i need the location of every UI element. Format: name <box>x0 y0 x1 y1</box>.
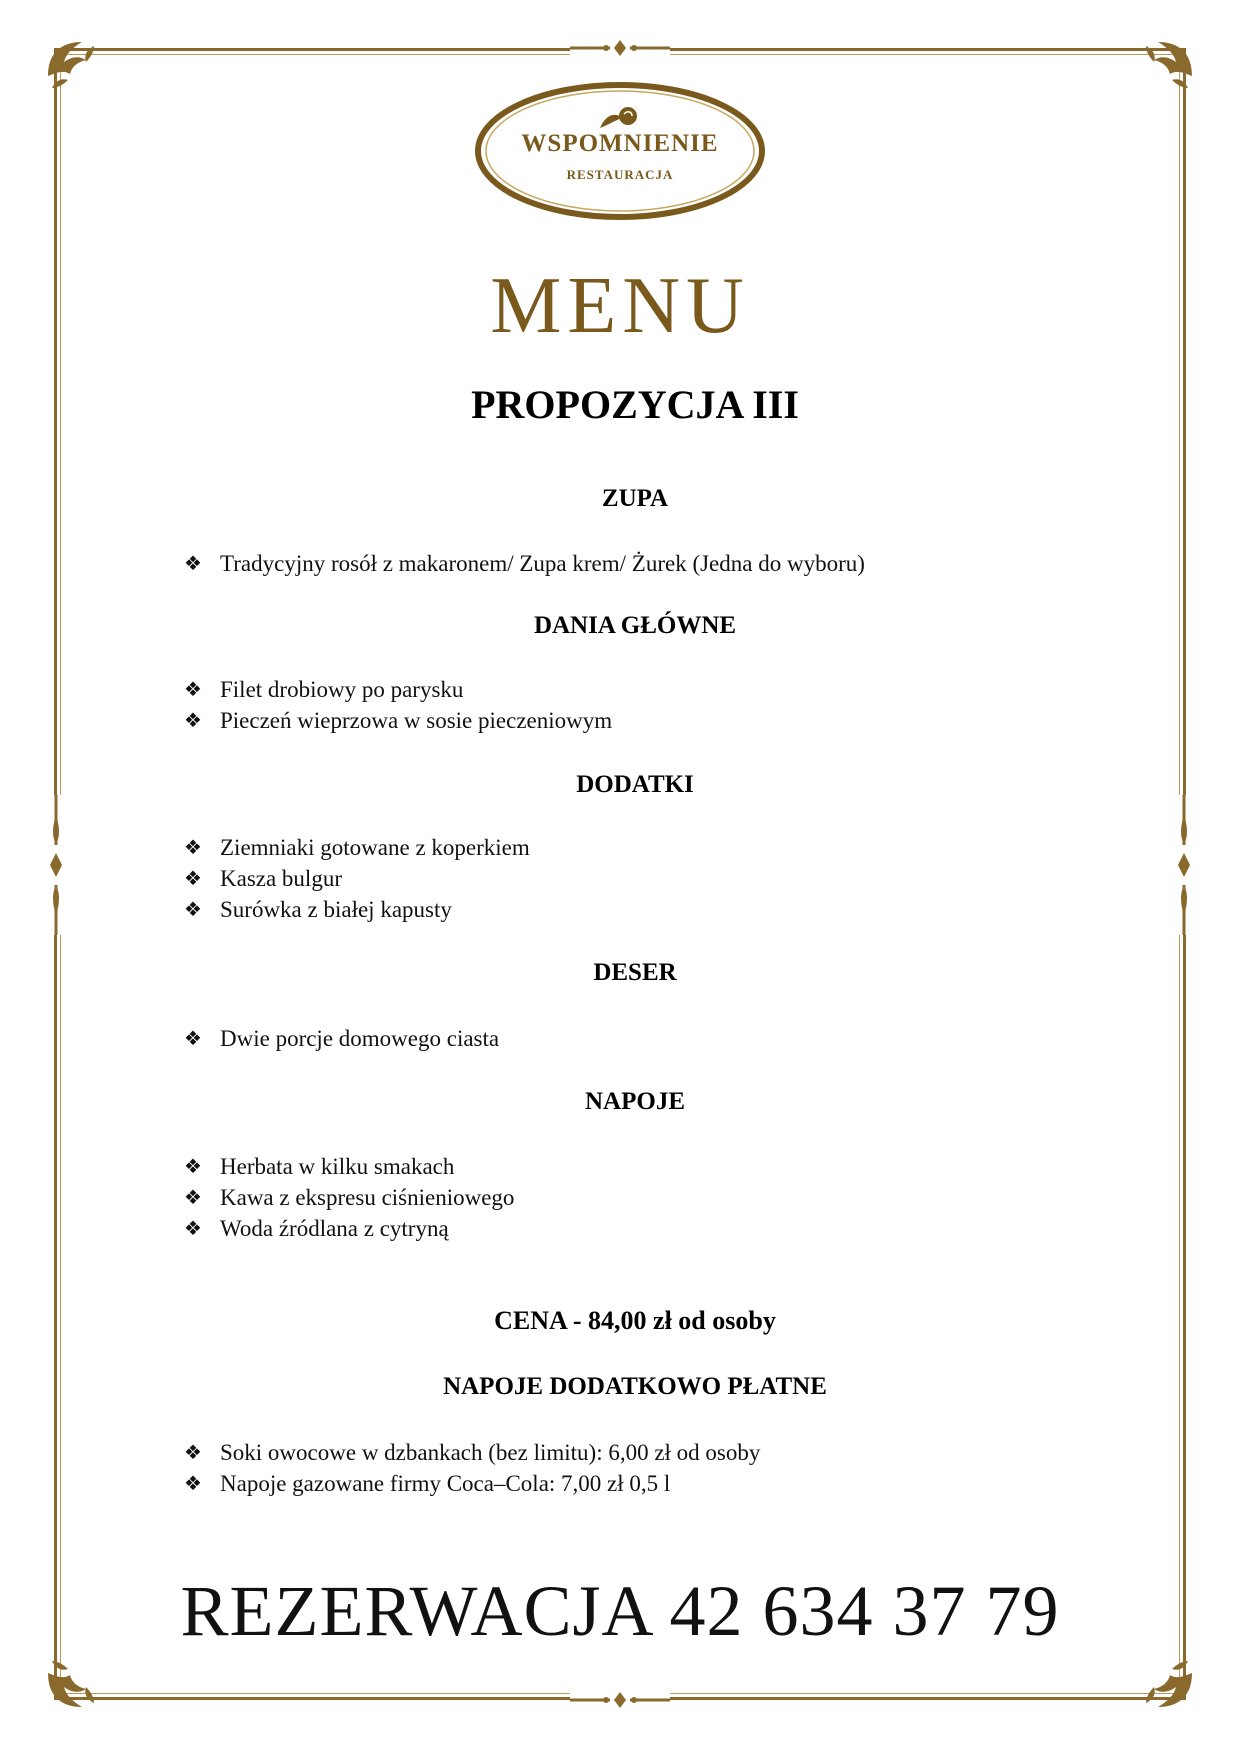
corner-ornament-icon <box>1128 36 1198 106</box>
bullet-icon: ❖ <box>184 710 202 732</box>
menu-title: MENU <box>490 262 750 350</box>
corner-ornament-icon <box>42 36 112 106</box>
list-item: ❖ Pieczeń wieprzowa w sosie pieczeniowym <box>184 707 613 733</box>
section-heading-extra-drinks: NAPOJE DODATKOWO PŁATNE <box>443 1373 827 1400</box>
corner-ornament-icon <box>1128 1643 1198 1713</box>
price-line: CENA - 84,00 zł od osoby <box>494 1306 776 1335</box>
section-list-deser <box>184 1023 499 1054</box>
bullet-icon: ❖ <box>184 1473 202 1495</box>
list-item: ❖ Kasza bulgur <box>184 865 342 891</box>
restaurant-logo <box>472 78 768 224</box>
section-heading-dodatki: DODATKI <box>576 771 694 798</box>
top-ornament-icon <box>570 38 670 58</box>
bullet-icon: ❖ <box>184 1218 202 1240</box>
side-ornament-icon <box>46 795 66 935</box>
corner-ornament-icon <box>42 1643 112 1713</box>
section-heading-napoje: NAPOJE <box>585 1088 685 1115</box>
bullet-icon: ❖ <box>184 837 202 859</box>
list-item: ❖ Herbata w kilku smakach <box>184 1153 455 1179</box>
list-item: ❖ Ziemniaki gotowane z koperkiem <box>184 834 530 860</box>
section-list-dania-glowne <box>184 674 612 736</box>
list-item: ❖ Woda źródlana z cytryną <box>184 1215 449 1241</box>
bullet-icon: ❖ <box>184 1187 202 1209</box>
section-list-zupa <box>184 548 865 579</box>
bullet-icon: ❖ <box>184 1028 202 1050</box>
bottom-ornament-icon <box>570 1690 670 1710</box>
section-list-dodatki <box>184 832 530 925</box>
list-item: ❖ Tradycyjny rosół z makaronem/ Zupa krem/ Żurek (Jedna do wyboru) <box>184 550 865 576</box>
section-heading-deser: DESER <box>593 959 677 986</box>
reservation-phone: REZERWACJA 42 634 37 79 <box>180 1571 1060 1651</box>
logo-name: WSPOMNIENIE <box>521 130 719 157</box>
list-item: ❖ Surówka z białej kapusty <box>184 896 452 922</box>
side-ornament-icon <box>1174 795 1194 935</box>
section-heading-zupa: ZUPA <box>601 485 669 512</box>
bullet-icon: ❖ <box>184 679 202 701</box>
logo-subtitle: RESTAURACJA <box>566 167 674 182</box>
menu-subtitle: PROPOZYCJA III <box>471 382 799 427</box>
bullet-icon: ❖ <box>184 553 202 575</box>
bullet-icon: ❖ <box>184 1442 202 1464</box>
section-list-napoje <box>184 1151 514 1244</box>
list-item: ❖ Napoje gazowane firmy Coca–Cola: 7,00 zł 0,5 l <box>184 1470 671 1496</box>
list-item: ❖ Soki owocowe w dzbankach (bez limitu): 6,00 zł od osoby <box>184 1439 761 1465</box>
section-list-extra-drinks <box>184 1437 760 1499</box>
bullet-icon: ❖ <box>184 1156 202 1178</box>
section-heading-dania-glowne: DANIA GŁÓWNE <box>533 612 737 639</box>
list-item: ❖ Dwie porcje domowego ciasta <box>184 1025 500 1051</box>
list-item: ❖ Kawa z ekspresu ciśnieniowego <box>184 1184 515 1210</box>
bullet-icon: ❖ <box>184 868 202 890</box>
bullet-icon: ❖ <box>184 899 202 921</box>
list-item: ❖ Filet drobiowy po parysku <box>184 676 464 702</box>
